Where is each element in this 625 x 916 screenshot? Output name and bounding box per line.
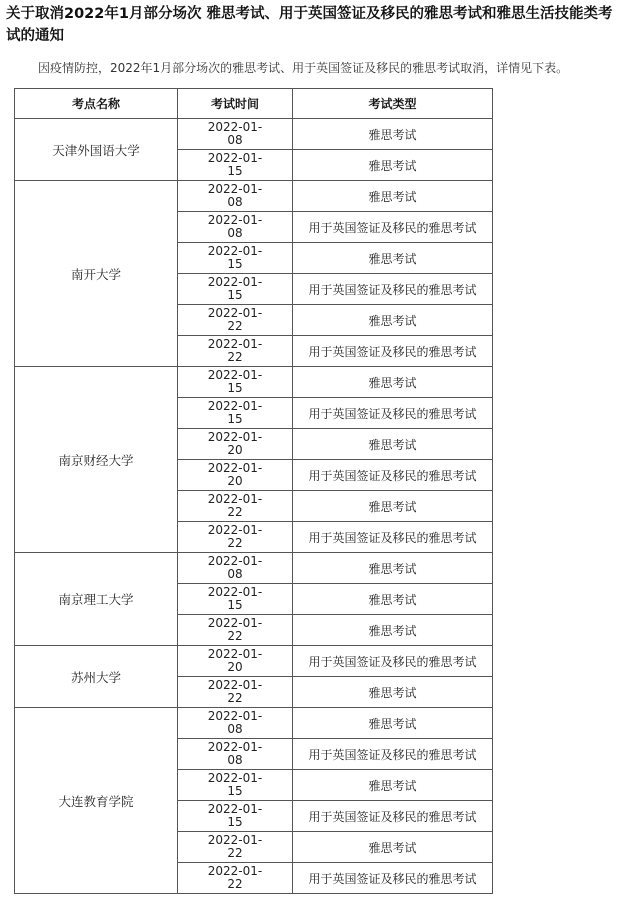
header-type: 考试类型 (293, 89, 493, 119)
table-header-row (15, 89, 493, 119)
exam-date-cell: 2022-01- 22 (178, 522, 293, 553)
exam-date-cell: 2022-01- 15 (178, 243, 293, 274)
exam-date-cell: 2022-01- 15 (178, 398, 293, 429)
exam-type-cell: 雅思考试 (293, 491, 493, 522)
exam-type-cell: 用于英国签证及移民的雅思考试 (293, 801, 493, 832)
exam-type-cell: 用于英国签证及移民的雅思考试 (293, 212, 493, 243)
exam-date-cell: 2022-01- 22 (178, 491, 293, 522)
exam-date-cell: 2022-01- 20 (178, 460, 293, 491)
exam-date-cell: 2022-01- 22 (178, 863, 293, 894)
exam-type-cell: 雅思考试 (293, 677, 493, 708)
exam-date-cell: 2022-01- 22 (178, 677, 293, 708)
exam-type-cell: 雅思考试 (293, 770, 493, 801)
cancellation-table (14, 88, 493, 894)
exam-date-cell: 2022-01- 22 (178, 305, 293, 336)
exam-type-cell: 雅思考试 (293, 367, 493, 398)
exam-type-cell: 用于英国签证及移民的雅思考试 (293, 398, 493, 429)
table-row (15, 708, 493, 739)
header-site: 考点名称 (15, 89, 178, 119)
exam-date-cell: 2022-01- 15 (178, 150, 293, 181)
exam-type-cell: 用于英国签证及移民的雅思考试 (293, 739, 493, 770)
exam-type-cell: 雅思考试 (293, 181, 493, 212)
exam-date-cell: 2022-01- 15 (178, 770, 293, 801)
header-date: 考试时间 (178, 89, 293, 119)
exam-type-cell: 雅思考试 (293, 832, 493, 863)
exam-type-cell: 用于英国签证及移民的雅思考试 (293, 460, 493, 491)
site-name-cell: 苏州大学 (15, 646, 178, 708)
exam-type-cell: 用于英国签证及移民的雅思考试 (293, 863, 493, 894)
exam-date-cell: 2022-01- 15 (178, 584, 293, 615)
exam-date-cell: 2022-01- 15 (178, 801, 293, 832)
exam-type-cell: 用于英国签证及移民的雅思考试 (293, 646, 493, 677)
exam-date-cell: 2022-01- 08 (178, 119, 293, 150)
notice-intro: 因疫情防控，2022年1月部分场次的雅思考试、用于英国签证及移民的雅思考试取消，详情见下表。 (38, 61, 569, 75)
exam-date-cell: 2022-01- 08 (178, 212, 293, 243)
site-name-cell: 南开大学 (15, 181, 178, 367)
exam-type-cell: 雅思考试 (293, 243, 493, 274)
exam-date-cell: 2022-01- 08 (178, 181, 293, 212)
exam-date-cell: 2022-01- 08 (178, 553, 293, 584)
exam-date-cell: 2022-01- 15 (178, 367, 293, 398)
table-row (15, 646, 493, 677)
table-row (15, 119, 493, 150)
exam-date-cell: 2022-01- 22 (178, 615, 293, 646)
exam-date-cell: 2022-01- 08 (178, 739, 293, 770)
table-row (15, 181, 493, 212)
exam-date-cell: 2022-01- 20 (178, 429, 293, 460)
site-name-cell: 天津外国语大学 (15, 119, 178, 181)
exam-type-cell: 雅思考试 (293, 150, 493, 181)
exam-type-cell: 雅思考试 (293, 615, 493, 646)
exam-date-cell: 2022-01- 22 (178, 336, 293, 367)
exam-type-cell: 用于英国签证及移民的雅思考试 (293, 274, 493, 305)
exam-date-cell: 2022-01- 20 (178, 646, 293, 677)
exam-type-cell: 用于英国签证及移民的雅思考试 (293, 336, 493, 367)
exam-date-cell: 2022-01- 15 (178, 274, 293, 305)
site-name-cell: 南京理工大学 (15, 553, 178, 646)
site-name-cell: 大连教育学院 (15, 708, 178, 894)
exam-type-cell: 用于英国签证及移民的雅思考试 (293, 522, 493, 553)
exam-type-cell: 雅思考试 (293, 305, 493, 336)
exam-type-cell: 雅思考试 (293, 119, 493, 150)
exam-date-cell: 2022-01- 08 (178, 708, 293, 739)
site-name-cell: 南京财经大学 (15, 367, 178, 553)
table-body (15, 119, 493, 894)
exam-type-cell: 雅思考试 (293, 584, 493, 615)
exam-date-cell: 2022-01- 22 (178, 832, 293, 863)
exam-type-cell: 雅思考试 (293, 429, 493, 460)
exam-type-cell: 雅思考试 (293, 553, 493, 584)
table-row (15, 553, 493, 584)
table-row (15, 367, 493, 398)
exam-type-cell: 雅思考试 (293, 708, 493, 739)
notice-title: 关于取消2022年1月部分场次 雅思考试、用于英国签证及移民的雅思考试和雅思生活技能类考试的通知 (6, 6, 613, 44)
